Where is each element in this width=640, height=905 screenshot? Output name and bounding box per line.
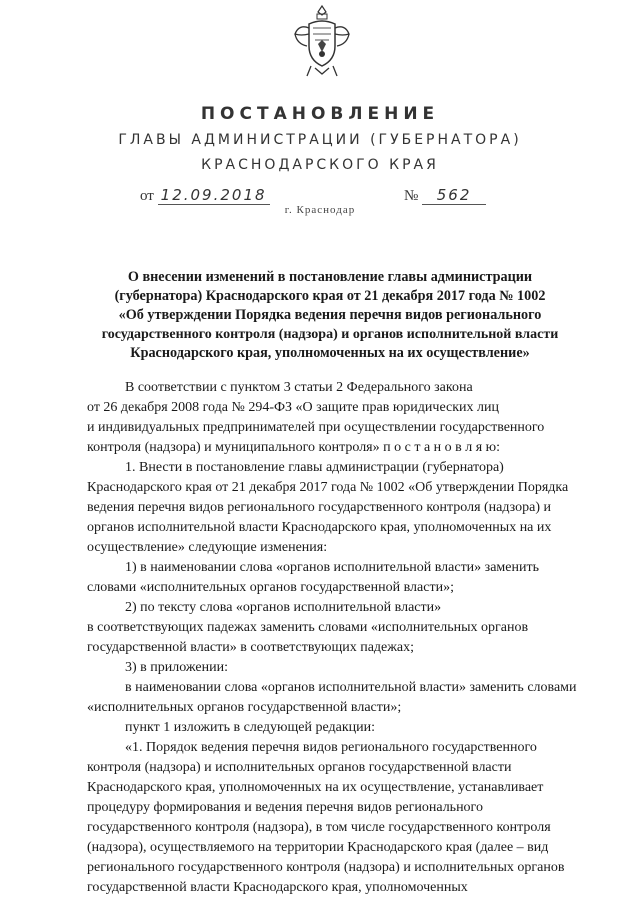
body-line: пункт 1 изложить в следующей редакции: <box>125 720 375 735</box>
number-line <box>404 186 486 205</box>
title-line: Краснодарского края, уполномоченных на их осуществление» <box>130 345 530 361</box>
issuer-heading: ГЛАВЫ АДМИНИСТРАЦИИ (ГУБЕРНАТОРА) <box>118 132 522 148</box>
body-line: в наименовании слова «органов исполнительной власти» заменить словами <box>125 680 577 695</box>
document-title <box>100 268 560 363</box>
body-line: 2) по тексту слова «органов исполнительной власти» <box>125 600 442 615</box>
body-line: 1) в наименовании слова «органов исполнительной власти» заменить <box>125 560 539 575</box>
body-line: органов исполнительной власти Краснодарского края, уполномоченных на их <box>87 520 552 535</box>
body-line: «1. Порядок ведения перечня видов регионального государственного <box>125 740 537 755</box>
body-line: словами «исполнительных органов государственной власти»; <box>87 580 454 595</box>
body-line: «исполнительных органов государственной власти»; <box>87 700 402 715</box>
date-line <box>140 186 270 205</box>
body-line: В соответствии с пунктом 3 статьи 2 Федерального закона <box>125 380 473 395</box>
number-prefix: № <box>404 188 419 204</box>
body-line: Краснодарского края, уполномоченных на их осуществление, устанавливает <box>87 780 544 795</box>
title-line: О внесении изменений в постановление главы администрации <box>127 269 533 285</box>
body-line: контроля (надзора) и муниципального контроля» п о с т а н о в л я ю: <box>87 440 501 455</box>
body-line: осуществление» следующие изменения: <box>87 540 328 555</box>
document-type-heading: ПОСТАНОВЛЕНИЕ <box>200 104 440 124</box>
body-line: государственной власти Краснодарского края, уполномоченных <box>87 880 468 895</box>
region-heading: КРАСНОДАРСКОГО КРАЯ <box>201 157 439 173</box>
body-line: (надзора), осуществляемого на территории Краснодарского края (далее – вид <box>87 840 549 855</box>
body-line: в соответствующих падежах заменить словами «исполнительных органов <box>87 620 529 635</box>
title-line: «Об утверждении Порядка ведения перечня видов регионального <box>118 307 542 323</box>
body-line: государственного контроля (надзора), в том числе государственного контроля <box>87 820 551 835</box>
body-line: 1. Внести в постановление главы администрации (губернатора) <box>125 460 504 475</box>
coat-of-arms-emblem <box>291 4 353 78</box>
city-label: г. Краснодар <box>284 204 356 216</box>
title-line: (губернатора) Краснодарского края от 21 декабря 2017 года № 1002 <box>114 288 546 304</box>
body-line: 3) в приложении: <box>125 660 228 675</box>
body-line: процедуру формирования и ведения перечня видов регионального <box>87 800 483 815</box>
date-prefix: от <box>140 188 154 204</box>
title-line: государственного контроля (надзора) и органов исполнительной власти <box>101 327 559 342</box>
body-line: Краснодарского края от 21 декабря 2017 года № 1002 «Об утверждении Порядка <box>87 480 569 495</box>
body-line: ведения перечня видов регионального государственного контроля (надзора) и <box>87 500 552 515</box>
document-date: 12.09.2018 <box>158 186 270 205</box>
body-line: государственной власти» в соответствующих падежах; <box>87 640 415 655</box>
body-line: и индивидуальных предпринимателей при осуществлении государственного <box>87 420 545 435</box>
body-line: от 26 декабря 2008 года № 294-ФЗ «О защите прав юридических лиц <box>87 400 499 415</box>
document-number: 562 <box>422 186 486 205</box>
body-line: регионального государственного контроля (надзора) и исполнительных органов <box>87 860 565 875</box>
body-line: контроля (надзора) и исполнительных органов государственной власти <box>87 760 512 775</box>
